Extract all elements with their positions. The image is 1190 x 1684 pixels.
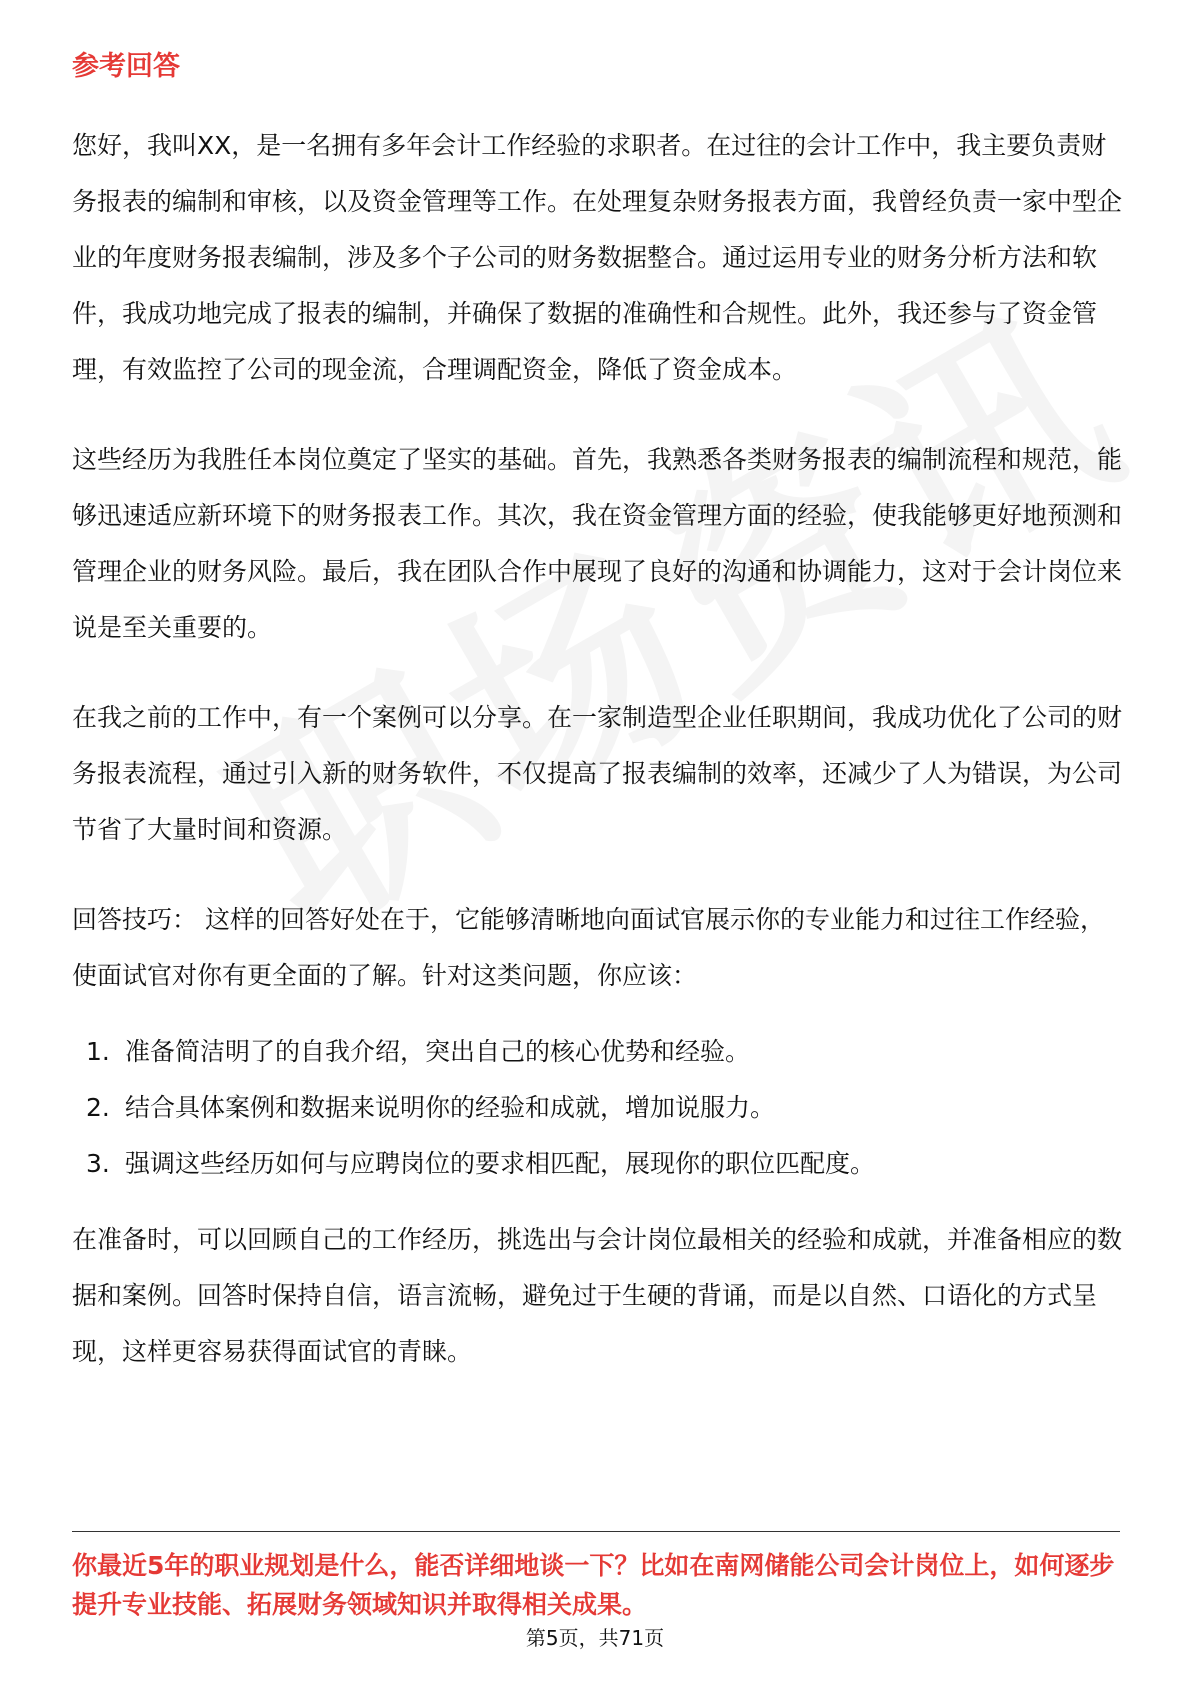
answer-body — [72, 118, 1122, 1380]
list-item-number: 1. — [86, 1037, 110, 1066]
paragraph-case: 在我之前的工作中，有一个案例可以分享。在一家制造型企业任职期间，我成功优化了公司的财务报表流程，通过引入新的财务软件，不仅提高了报表编制的效率，还减少了人为错误，为公司节省了大量时间和资源。 — [72, 703, 1123, 844]
page-number: 第5页，共71页 — [525, 1626, 665, 1650]
next-question: 你最近5年的职业规划是什么，能否详细地谈一下？比如在南网储能公司会计岗位上，如何逐步提升专业技能、拓展财务领域知识并取得相关成果。 — [72, 1551, 1115, 1619]
paragraph-tips-intro: 回答技巧： 这样的回答好处在于，它能够清晰地向面试官展示你的专业能力和过往工作经验，使面试官对你有更全面的了解。针对这类问题，你应该： — [72, 905, 1105, 990]
list-item — [72, 1024, 1122, 1080]
list-item-text: 准备简洁明了的自我介绍，突出自己的核心优势和经验。 — [125, 1037, 751, 1066]
list-item — [72, 1080, 1122, 1136]
paragraph-intro: 您好，我叫XX，是一名拥有多年会计工作经验的求职者。在过往的会计工作中，我主要负责财务报表的编制和审核，以及资金管理等工作。在处理复杂财务报表方面，我曾经负责一家中型企业的年度财务报表编制，涉及多个子公司的财务数据整合。通过运用专业的财务分析方法和软件，我成功地完成了报表的编制，并确保了数据的准确性和合规性。此外，我还参与了资金管理，有效监控了公司的现金流，合理调配资金，降低了资金成本。 — [72, 131, 1123, 384]
list-item — [72, 1136, 1122, 1192]
divider — [72, 1531, 1120, 1532]
tips-list — [72, 1024, 1122, 1192]
section-title: 参考回答 — [72, 51, 180, 82]
paragraph-foundation: 这些经历为我胜任本岗位奠定了坚实的基础。首先，我熟悉各类财务报表的编制流程和规范，能够迅速适应新环境下的财务报表工作。其次，我在资金管理方面的经验，使我能够更好地预测和管理企业的财务风险。最后，我在团队合作中展现了良好的沟通和协调能力，这对于会计岗位来说是至关重要的。 — [72, 445, 1123, 642]
list-item-number: 2. — [86, 1093, 110, 1122]
list-item-number: 3. — [86, 1149, 110, 1178]
list-item-text: 结合具体案例和数据来说明你的经验和成就，增加说服力。 — [125, 1093, 776, 1122]
list-item-text: 强调这些经历如何与应聘岗位的要求相匹配，展现你的职位匹配度。 — [125, 1149, 876, 1178]
paragraph-preparation: 在准备时，可以回顾自己的工作经历，挑选出与会计岗位最相关的经验和成就，并准备相应的数据和案例。回答时保持自信，语言流畅，避免过于生硬的背诵，而是以自然、口语化的方式呈现，这样更容易获得面试官的青睐。 — [72, 1225, 1123, 1366]
